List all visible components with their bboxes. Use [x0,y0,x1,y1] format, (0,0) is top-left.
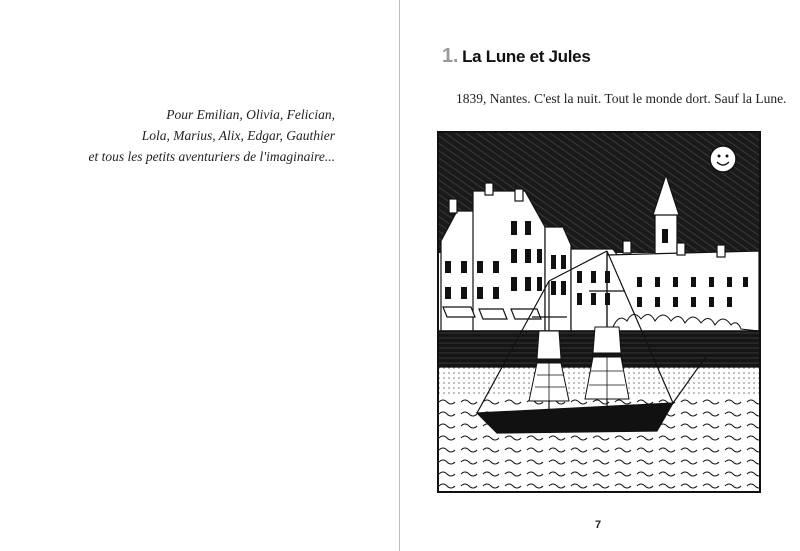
left-page [0,0,399,551]
chapter-number: 1. [442,45,459,67]
dedication-line: et tous les petits aventuriers de l'imaginaire... [88,149,335,164]
intro-text: 1839, Nantes. C'est la nuit. Tout le monde dort. Sauf la Lune. [456,91,787,106]
shop-awnings [443,307,541,319]
dedication [35,104,335,167]
chapter-heading [442,45,591,68]
nantes-harbor-illustration [437,131,761,493]
chapter-title: La Lune et Jules [462,47,591,66]
right-page [400,0,800,551]
dedication-line: Lola, Marius, Alix, Edgar, Gauthier [141,128,335,143]
moon-face-icon [710,146,736,172]
dedication-line: Pour Emilian, Olivia, Felician, [166,107,335,122]
page-number: 7 [595,519,602,531]
